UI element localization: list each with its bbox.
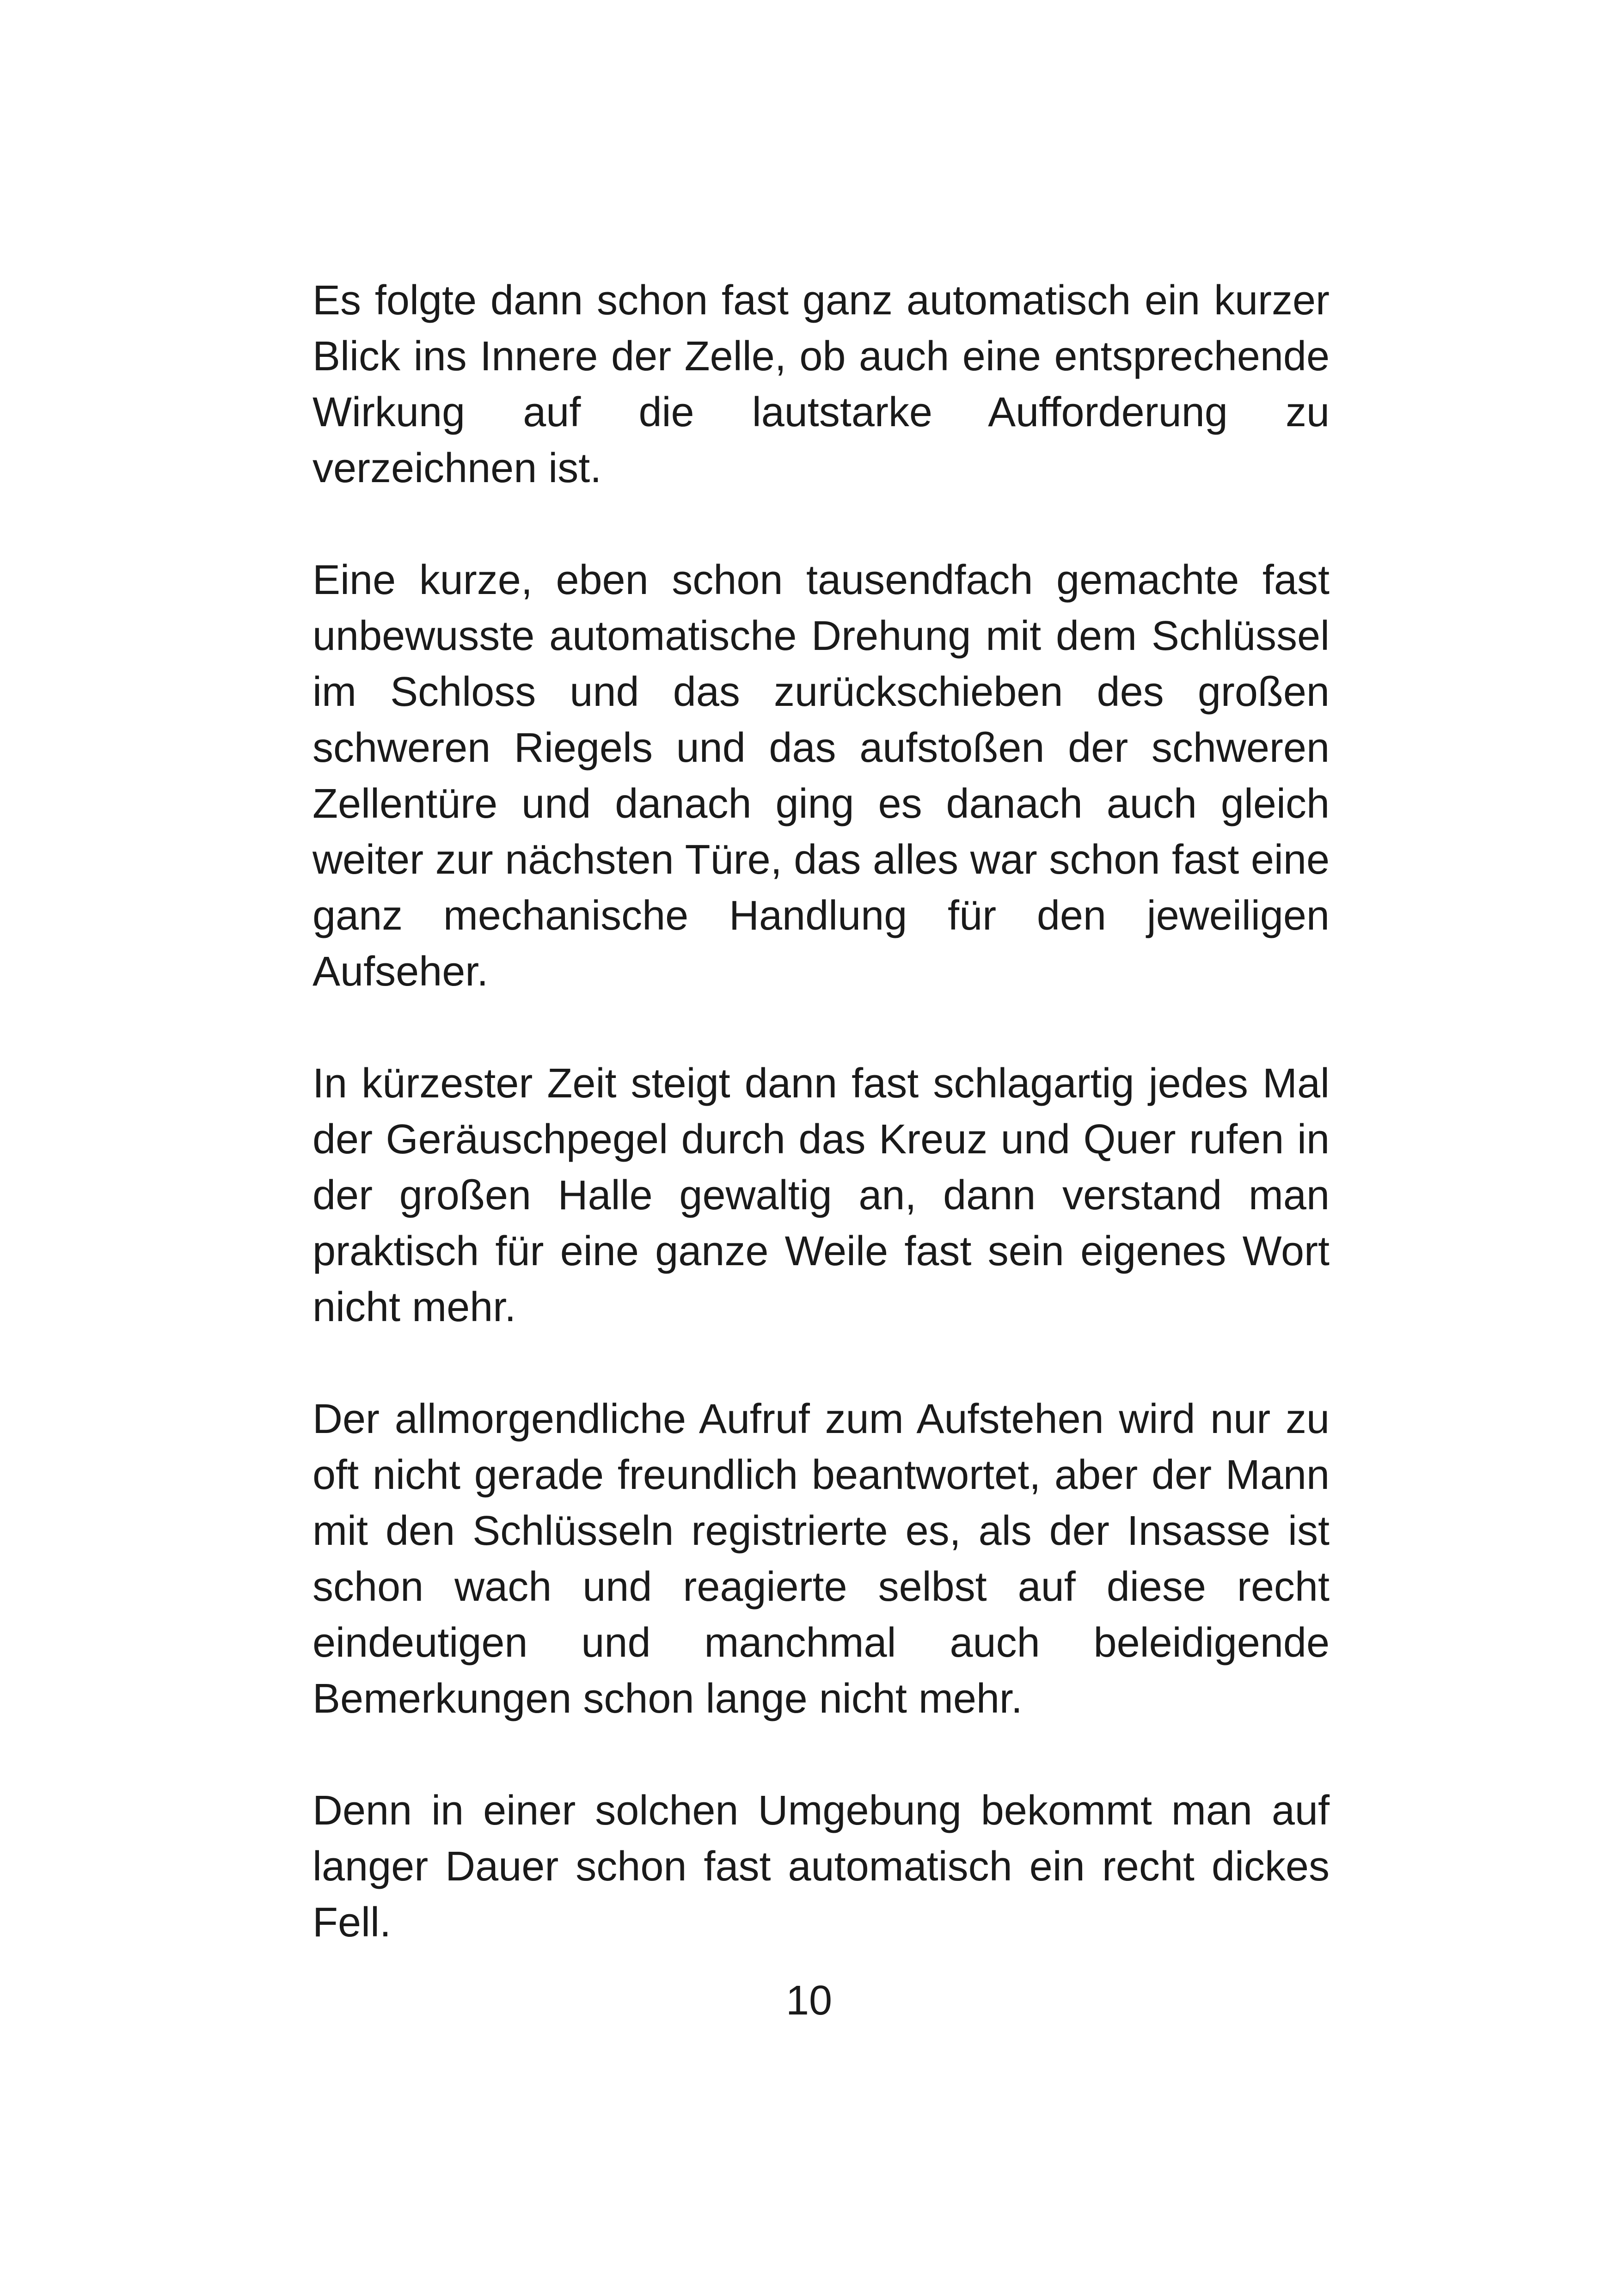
body-text (313, 273, 1330, 1951)
paragraph-3: In kürzester Zeit steigt dann fast schlagartig jedes Mal der Geräuschpegel durch das Kreuz und Quer rufen in der großen Halle gewaltig an, dann verstand man praktisch für eine ganze Weile fast sein eigenes Wort nicht mehr. (313, 1060, 1330, 1330)
paragraph-5: Denn in einer solchen Umgebung bekommt man auf langer Dauer schon fast automatisch ein recht dickes Fell. (313, 1788, 1330, 1946)
page-number: 10 (785, 1978, 833, 2024)
paragraph-2: Eine kurze, eben schon tausendfach gemachte fast unbewusste automatische Drehung mit dem Schlüssel im Schloss und das zurückschieben des großen schweren Riegels und das aufstoßen der schweren Zellentüre und danach ging es danach auch gleich weiter zur nächsten Türe, das alles war schon fast eine ganz mechanische Handlung für den jeweiligen Aufseher. (313, 557, 1330, 995)
paragraph-4: Der allmorgendliche Aufruf zum Aufstehen wird nur zu oft nicht gerade freundlich beantwortet, aber der Mann mit den Schlüsseln registrierte es, als der Insasse ist schon wach und reagierte selbst auf diese recht eindeutigen und manchmal auch beleidigende Bemerkungen schon lange nicht mehr. (313, 1396, 1330, 1722)
paragraph-1: Es folgte dann schon fast ganz automatisch ein kurzer Blick ins Innere der Zelle, ob auch eine entsprechende Wirkung auf die lautstarke Aufforderung zu verzeichnen ist. (313, 277, 1330, 491)
